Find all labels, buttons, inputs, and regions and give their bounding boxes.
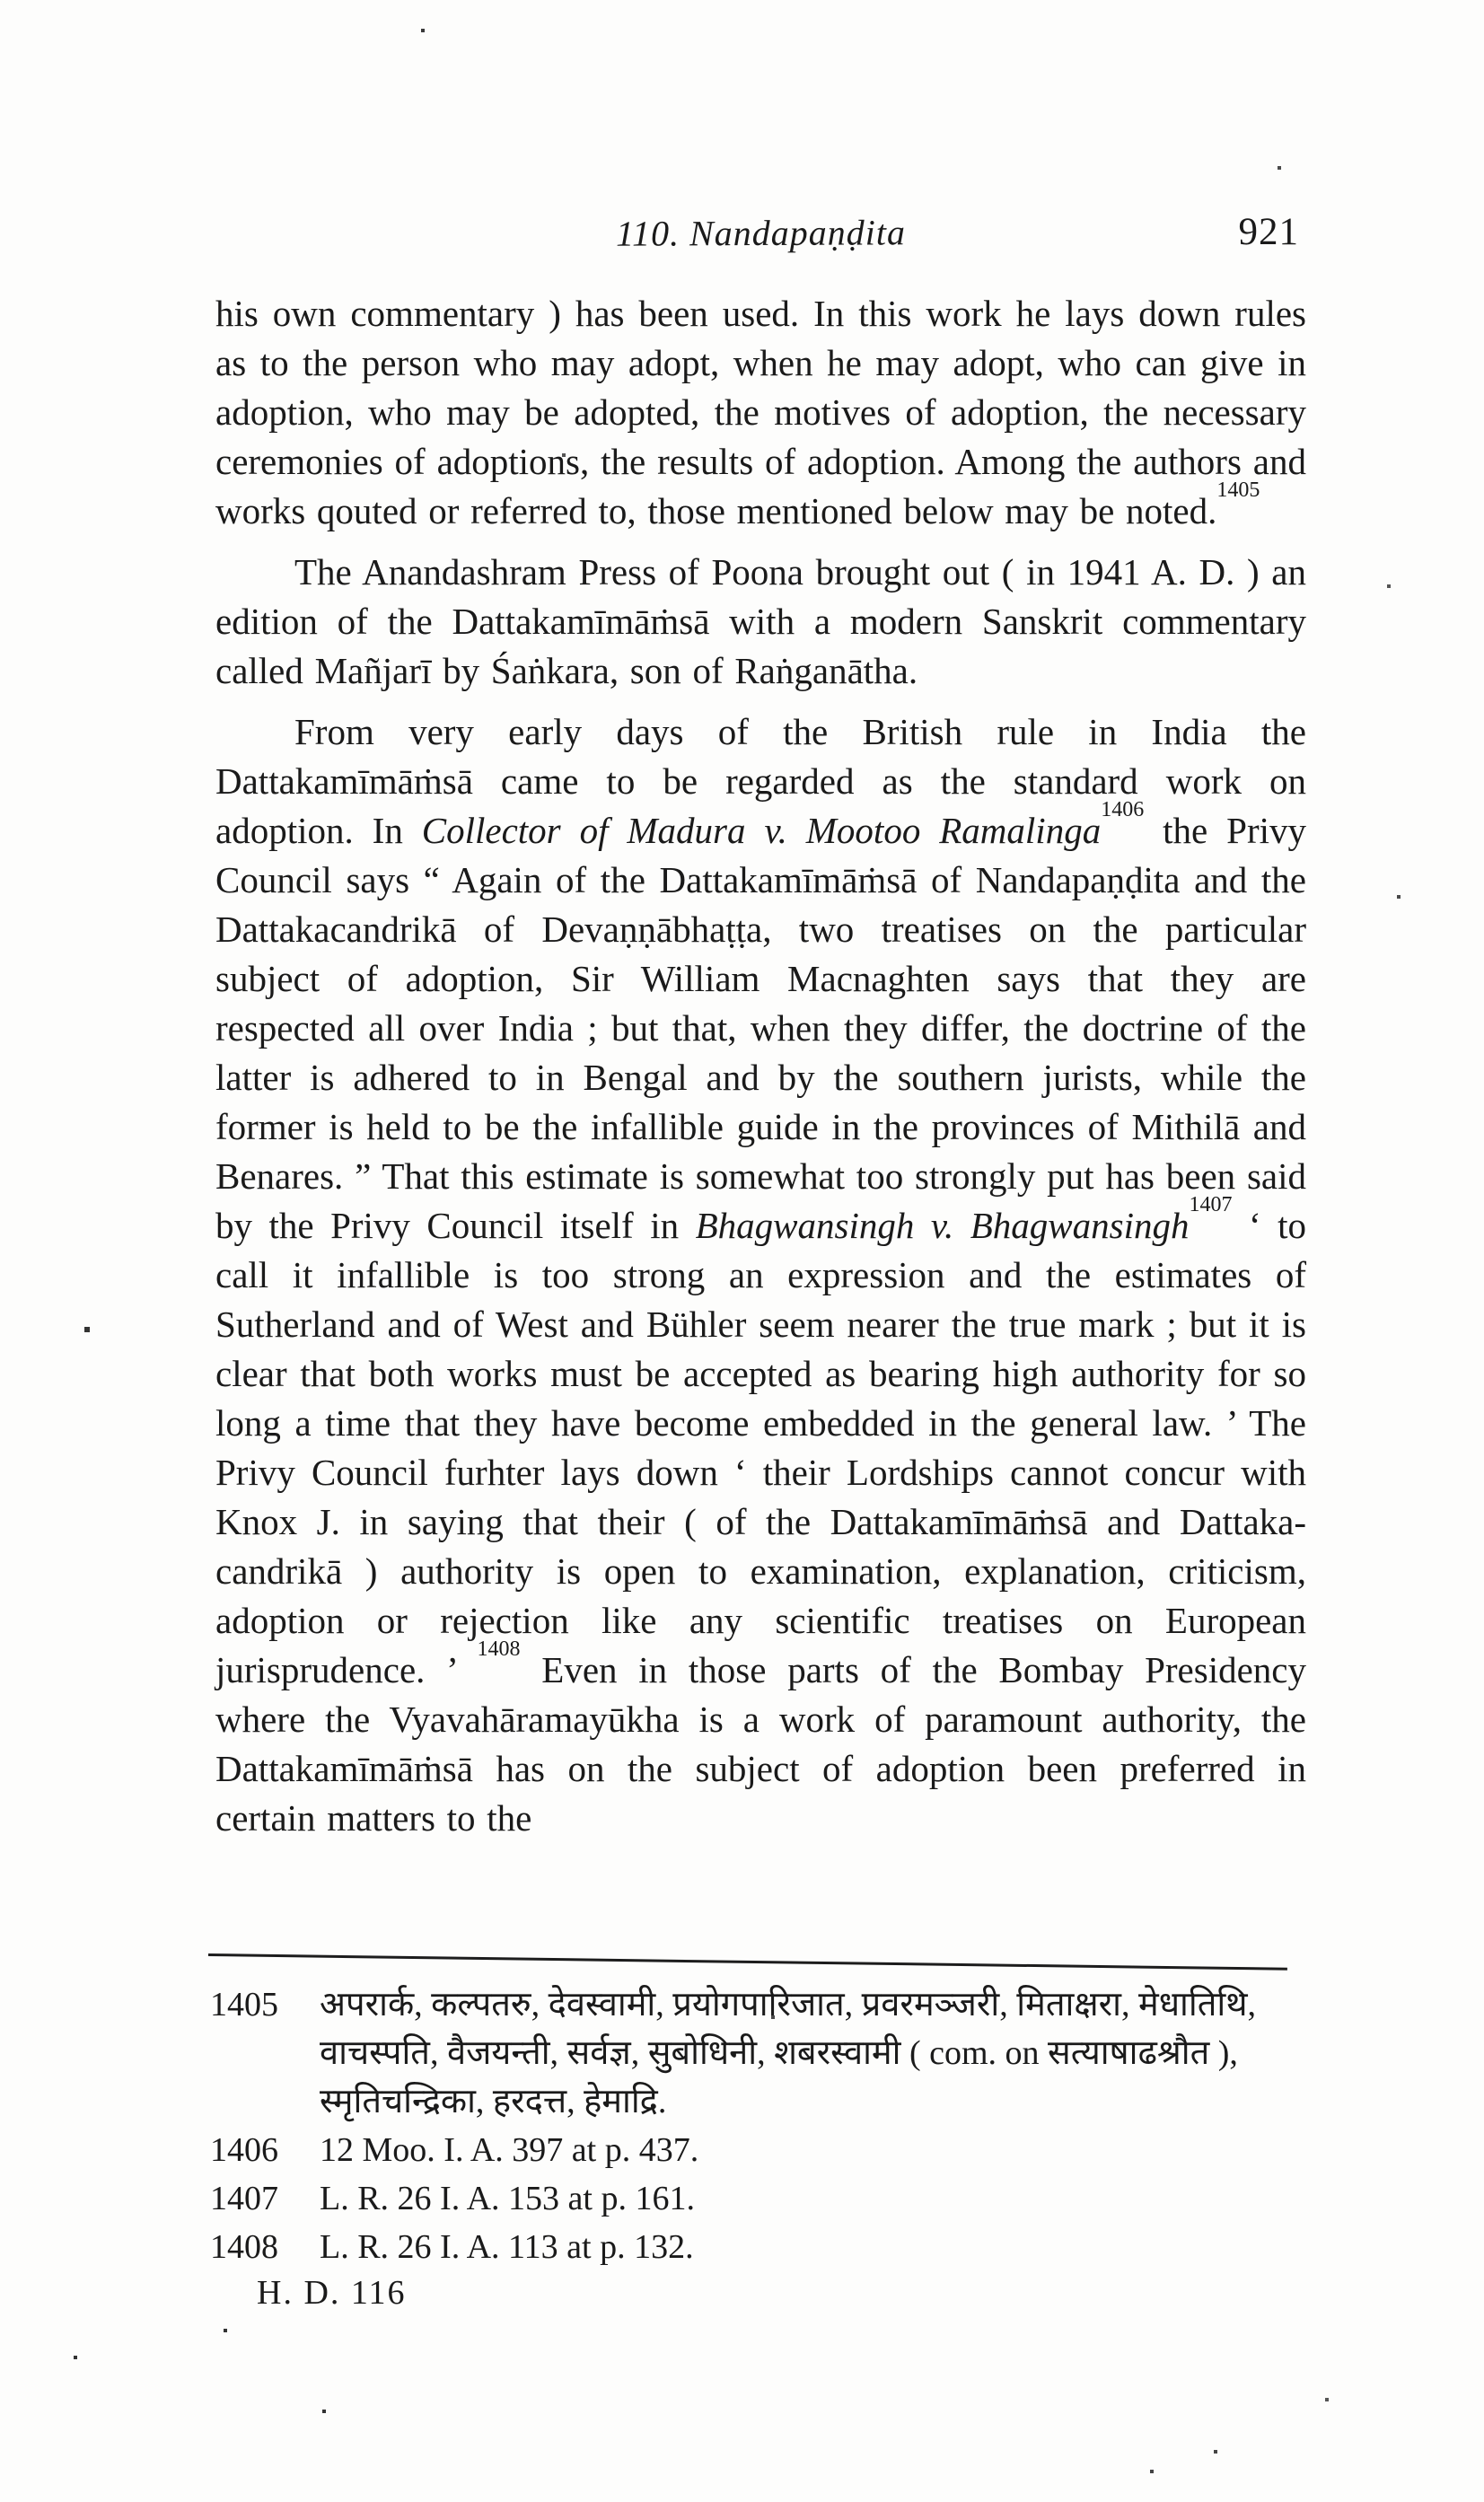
footnote-reference: 1405 [1216, 478, 1260, 503]
case-citation: Collector of Madura v. Mootoo Ramalinga [421, 810, 1102, 851]
running-header [215, 212, 1306, 266]
paragraph [215, 548, 1306, 696]
footnote-text: अपरार्क, कल्पतरु, देवस्वामी, प्रयोगपारिजात, प्रवरमञ्जरी, मिताक्षरा, मेधातिथि, वाचस्पति, वैजयन्ती, सर्वज्ञ, सुबोधिनी, शबरस्वामी ( com. on सत्याषाढश्रौत ), स्मृतिचन्द्रिका, हरदत्त, हेमाद्रि. [320, 1986, 1257, 2120]
case-citation: Bhagwansingh v. Bhagwansingh [695, 1205, 1190, 1246]
paragraph [215, 289, 1306, 536]
body-text [215, 289, 1306, 1843]
footnote-text: L. R. 26 I. A. 153 at p. 161. [320, 2180, 695, 2217]
footnotes-section [210, 1980, 1314, 2271]
footnote-item [210, 2223, 1314, 2271]
footnote-item [210, 2126, 1314, 2174]
footnote-reference: 1406 [1101, 798, 1145, 822]
text-run: Even in those parts of the Bombay Presidency where the Vyavahāramayūkha is a work of paramount authority, the Dattakamīmāṁsā has on the subject of adoption been preferred in certain matters to the [215, 1649, 1306, 1839]
footnote-number: 1407 [210, 2180, 278, 2217]
footnote-text: L. R. 26 I. A. 113 at p. 132. [320, 2228, 694, 2266]
footnote-reference: 1408 [477, 1637, 521, 1662]
page-number: 921 [1238, 211, 1299, 253]
page-title: 110. Nandapaṇḍita [615, 212, 907, 254]
footnote-reference: 1407 [1189, 1193, 1233, 1217]
text-run: the Privy Council says “ Again of the Dattakamīmāṁsā of Nandapaṇḍita and the Dattakacandrikā of Devaṇṇābhaṭṭa, two treatises on the particular subject of adoption, Sir William Macnaghten says that they are respected all over India ; but that, when they differ, the doctrine of the latter is adhered to in Bengal and by the southern jurists, while the former is held to be the infallible guide in the provinces of Mithilā and Benares. ” That this estimate is somewhat too strongly put has been said by the Privy Council itself in [215, 810, 1307, 1246]
footnote-item [210, 2174, 1314, 2223]
footnote-item [210, 1980, 1314, 2126]
footnote-number: 1405 [210, 1986, 278, 2024]
footnote-number: 1408 [210, 2228, 278, 2266]
text-run: his own commentary ) has been used. In this work he lays down rules as to the person who may adopt, when he may adopt, who can give in adoption, who may be adopted, the motives of adoption, the necessary ceremonies of adoptions, the results of adoption. Among the authors and works qouted or referred to, those mentioned below may be noted. [215, 293, 1306, 531]
footnote-text: 12 Moo. I. A. 397 at p. 437. [320, 2131, 699, 2169]
footnote-divider [208, 1953, 1287, 1971]
text-run: ‘ to call it infallible is too strong an expression and the estimates of Sutherland and of West and Bühler seem nearer the true mark ; but it is clear that both works must be accepted as bearing high authority for so long a time that they have become embedded in the general law. ’ The Privy Council furhter lays down ‘ their Lordships cannot concur with Knox J. in saying that their ( of the Dattakamīmāṁsā and Dattaka-candrikā ) authority is open to examination, explanation, criticism, adoption or rejection like any scientific treatises on European jurisprudence. ’ [215, 1205, 1306, 1690]
text-run: The Anandashram Press of Poona brought out ( in 1941 A. D. ) an edition of the Dattakamīmāṁsā with a modern Sanskrit commentary called Mañjarī by Śaṅkara, son of Raṅganātha. [215, 551, 1306, 691]
paragraph [215, 707, 1306, 1843]
scan-specks [0, 0, 2, 2]
signature-mark: H. D. 116 [257, 2274, 407, 2312]
text-run: From very early days of the British rule in India the Dattakamīmāṁsā came to be regarded as the standard work on adoption. In [215, 711, 1306, 851]
footnote-number: 1406 [210, 2131, 278, 2169]
